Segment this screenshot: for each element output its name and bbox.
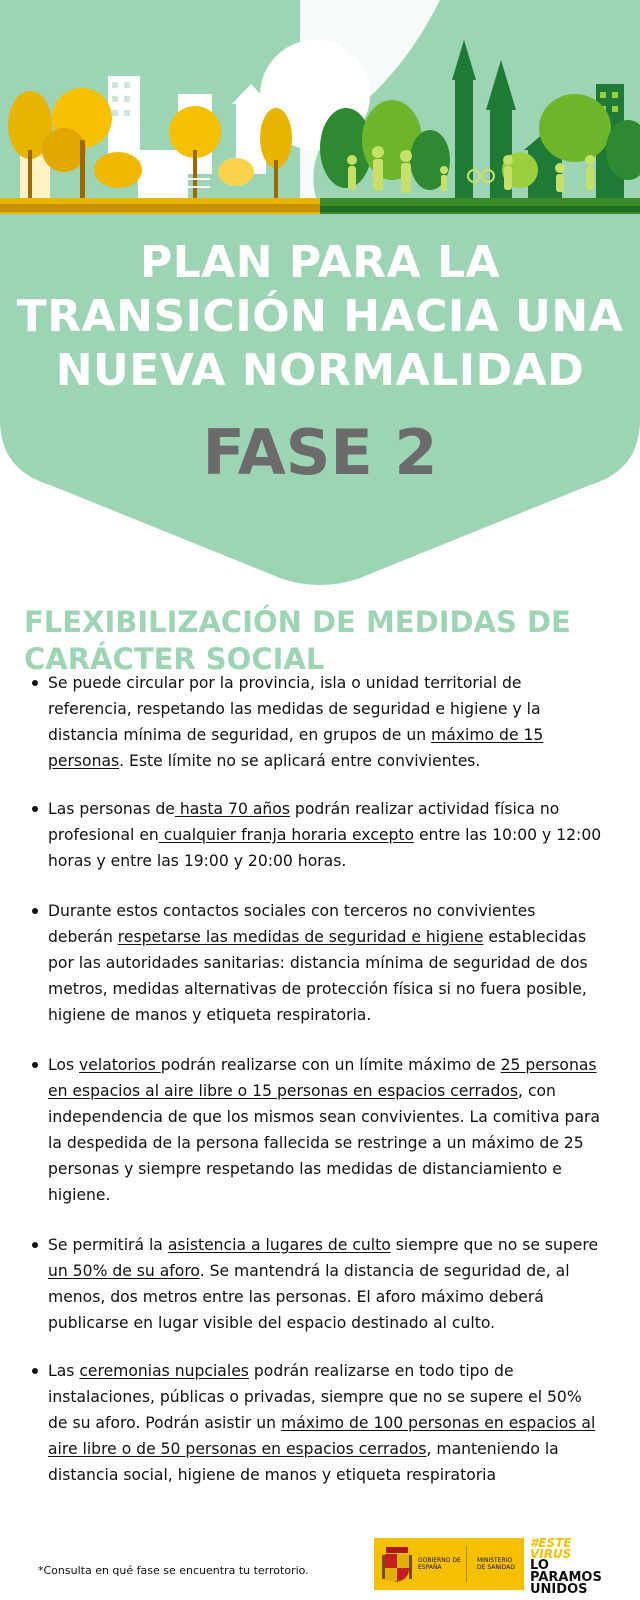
highlighted-text: ceremonias nupciales (79, 1362, 249, 1380)
body-text: podrán realizarse en todo tipo de (248, 1362, 514, 1380)
plan-title-line: NUEVA NORMALIDAD (55, 345, 585, 396)
body-text: podrán realizarse con un límite máximo de (160, 1056, 501, 1074)
slogan-hashtag-line: VIRUS (530, 1547, 572, 1561)
body-text: menos, dos metros entre las personas. El aforo máximo deberá (48, 1288, 544, 1306)
measure-line (48, 1258, 620, 1284)
body-text: Las (48, 1362, 80, 1380)
measure-item (48, 898, 620, 1028)
measure-line (48, 1284, 620, 1310)
body-text: metros, medidas alternativas de protección física si no fuera posible, (48, 980, 587, 998)
body-text: la despedida de la persona fallecida se restringe a un máximo de 25 (48, 1134, 584, 1152)
measure-line (48, 848, 620, 874)
measure-line (48, 1410, 620, 1436)
highlighted-text: personas (48, 752, 120, 770)
body-text: , manteniendo la (426, 1440, 559, 1458)
body-text: podrán realizar actividad física no (289, 800, 560, 818)
measure-line (48, 924, 620, 950)
body-text: por las autoridades sanitarias: distancia mínima de seguridad de dos (48, 954, 588, 972)
measure-item (48, 1232, 620, 1336)
body-text: deberán (48, 928, 118, 946)
measure-item (48, 1358, 620, 1488)
body-text: , con (518, 1082, 556, 1100)
body-text: entre las 10:00 y 12:00 (414, 826, 602, 844)
body-text: establecidas (483, 928, 587, 946)
measure-line (48, 1384, 620, 1410)
body-text: higiene. (48, 1186, 111, 1204)
body-text: . Se mantendrá la distancia de seguridad de, al (199, 1262, 570, 1280)
measure-line (48, 1078, 620, 1104)
body-text: higiene de manos y etiqueta respiratoria. (48, 1006, 372, 1024)
highlighted-text: máximo de 15 (431, 726, 544, 744)
body-text: Se puede circular por la provincia, isla o unidad territorial de (48, 674, 522, 692)
measure-line (48, 1310, 620, 1336)
measure-line (48, 822, 620, 848)
highlighted-text: aire libre o de 50 personas en espacios cerrados (48, 1440, 427, 1458)
measure-item (48, 796, 620, 874)
measure-line (48, 796, 620, 822)
government-label: GOBIERNO DE ESPAÑA (418, 1556, 461, 1571)
highlighted-text: cualquier franja horaria excepto (158, 826, 414, 844)
slogan-hashtag-line: #ESTE (530, 1536, 572, 1550)
body-text: siempre que no se supere (390, 1236, 599, 1254)
measure-line (48, 1182, 620, 1208)
measure-line (48, 1002, 620, 1028)
measure-line (48, 1052, 620, 1078)
highlighted-text: hasta 70 años (174, 800, 290, 818)
measure-line (48, 748, 620, 774)
government-logo (374, 1538, 524, 1590)
measure-line (48, 670, 620, 696)
measure-line (48, 722, 620, 748)
section-title-line: FLEXIBILIZACIÓN DE MEDIDAS DE (24, 605, 571, 639)
measure-line (48, 1156, 620, 1182)
measure-line (48, 898, 620, 924)
plan-title-line: TRANSICIÓN HACIA UNA (16, 291, 624, 342)
slogan-main-line: LO (530, 1558, 549, 1573)
measure-line (48, 1104, 620, 1130)
body-text: Durante estos contactos sociales con terceros no convivientes (48, 902, 536, 920)
highlighted-text: en espacios al aire libre o 15 personas en espacios cerrados (48, 1082, 519, 1100)
measure-line (48, 1462, 620, 1488)
section-title-line: CARÁCTER SOCIAL (24, 642, 325, 676)
plan-title (0, 236, 640, 398)
body-text: independencia de que los mismos sean convivientes. La comitiva para (48, 1108, 600, 1126)
slogan-main-line: PARAMOS (530, 1570, 602, 1585)
section-title (24, 604, 624, 678)
measure-line (48, 1358, 620, 1384)
header-banner (0, 0, 640, 600)
body-text: distancia mínima de seguridad, en grupos de un (48, 726, 432, 744)
measure-item (48, 670, 620, 774)
highlighted-text: asistencia a lugares de culto (167, 1236, 391, 1254)
slogan-logo (530, 1536, 620, 1597)
body-text: Se permitirá la (48, 1236, 168, 1254)
footnote: *Consulta en qué fase se encuentra tu terrotorio. (38, 1564, 309, 1577)
highlighted-text: 25 personas (500, 1056, 597, 1074)
highlighted-text: un 50% de su aforo (48, 1262, 200, 1280)
body-text: referencia, respetando las medidas de seguridad e higiene y la (48, 700, 541, 718)
measure-line (48, 1130, 620, 1156)
measure-line (48, 696, 620, 722)
plan-title-line: PLAN PARA LA (139, 237, 501, 288)
body-text: profesional en (48, 826, 159, 844)
highlighted-text: máximo de 100 personas en espacios al (281, 1414, 596, 1432)
slogan-main-line: UNIDOS (530, 1582, 588, 1597)
body-text: Los (48, 1056, 80, 1074)
measure-line (48, 950, 620, 976)
logo-divider (466, 1546, 467, 1582)
highlighted-text: respetarse las medidas de seguridad e higiene (117, 928, 484, 946)
measure-line (48, 1436, 620, 1462)
body-text: . Este límite no se aplicará entre convivientes. (119, 752, 481, 770)
measure-line (48, 1232, 620, 1258)
highlighted-text: velatorios (79, 1056, 161, 1074)
body-text: de su aforo. Podrán asistir un (48, 1414, 282, 1432)
body-text: personas y siempre respetando las medidas de distanciamiento e (48, 1160, 562, 1178)
ministry-label: MINISTERIO DE SANIDAD (477, 1556, 515, 1571)
shield-icon (382, 1545, 412, 1583)
measure-line (48, 976, 620, 1002)
body-text: instalaciones, públicas o privadas, siempre que no se supere el 50% (48, 1388, 582, 1406)
body-text: horas y entre las 19:00 y 20:00 horas. (48, 852, 347, 870)
measure-item (48, 1052, 620, 1208)
phase-title: FASE 2 (202, 416, 438, 489)
body-text: Las personas de (48, 800, 175, 818)
body-text: distancia social, higiene de manos y etiqueta respiratoria (48, 1466, 497, 1484)
body-text: publicarse en lugar visible del espacio destinado al culto. (48, 1314, 496, 1332)
